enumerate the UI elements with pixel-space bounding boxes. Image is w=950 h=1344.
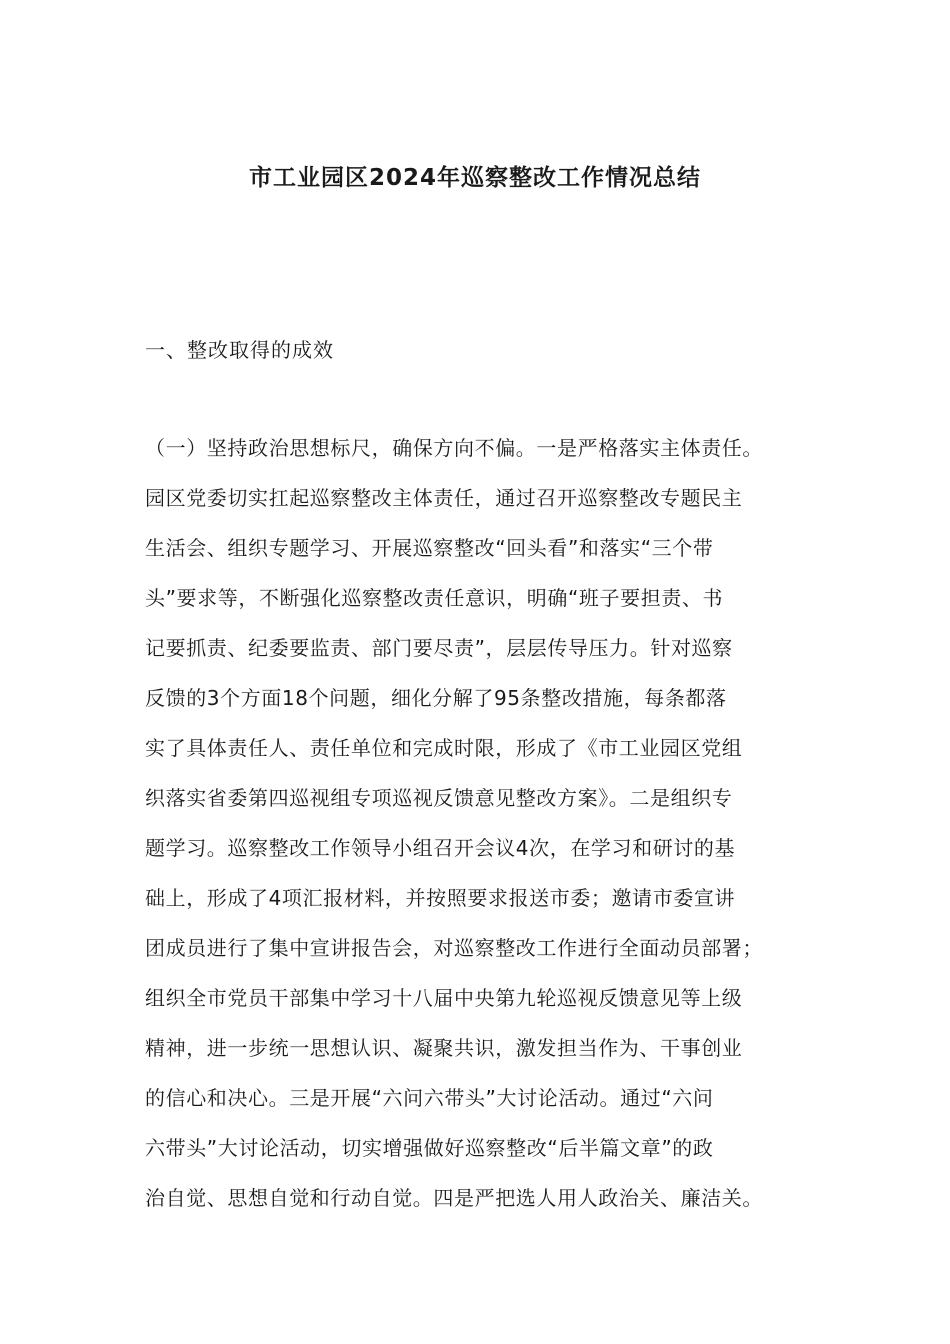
body-line: 反馈的3个方面18个问题，细化分解了95条整改措施，每条都落: [145, 686, 727, 710]
body-line: 题学习。巡察整改工作领导小组召开会议4次，在学习和研讨的基: [145, 836, 736, 860]
body-line: 织落实省委第四巡视组专项巡视反馈意见整改方案》。二是组织专: [145, 786, 733, 810]
body-line: 头”要求等，不断强化巡察整改责任意识，明确“班子要担责、书: [145, 586, 724, 610]
body-line: 园区党委切实扛起巡察整改主体责任，通过召开巡察整改专题民主: [145, 486, 743, 510]
body-line: 六带头”大讨论活动，切实增强做好巡察整改“后半篇文章”的政: [145, 1136, 714, 1160]
body-line: 团成员进行了集中宣讲报告会，对巡察整改工作进行全面动员部署；: [145, 936, 763, 960]
body-line: 精神，进一步统一思想认识、凝聚共识，激发担当作为、干事创业: [145, 1036, 743, 1060]
body-line: （一）坚持政治思想标尺，确保方向不偏。一是严格落实主体责任。: [145, 436, 763, 460]
body-line: 治自觉、思想自觉和行动自觉。四是严把选人用人政治关、廉洁关。: [145, 1186, 763, 1210]
body-paragraph: [145, 428, 835, 1228]
document-title: 市工业园区2024年巡察整改工作情况总结: [248, 165, 701, 191]
body-line: 记要抓责、纪委要监责、部门要尽责”，层层传导压力。针对巡察: [145, 636, 733, 660]
section-heading: 一、整改取得的成效: [145, 338, 334, 362]
body-line: 组织全市党员干部集中学习十八届中央第九轮巡视反馈意见等上级: [145, 986, 743, 1010]
body-line: 实了具体责任人、责任单位和完成时限，形成了《市工业园区党组: [145, 736, 743, 760]
body-line: 的信心和决心。三是开展“六问六带头”大讨论活动。通过“六问: [145, 1086, 714, 1110]
body-line: 础上，形成了4项汇报材料，并按照要求报送市委；邀请市委宣讲: [145, 886, 736, 910]
body-line: 生活会、组织专题学习、开展巡察整改“回头看”和落实“三个带: [145, 536, 714, 560]
